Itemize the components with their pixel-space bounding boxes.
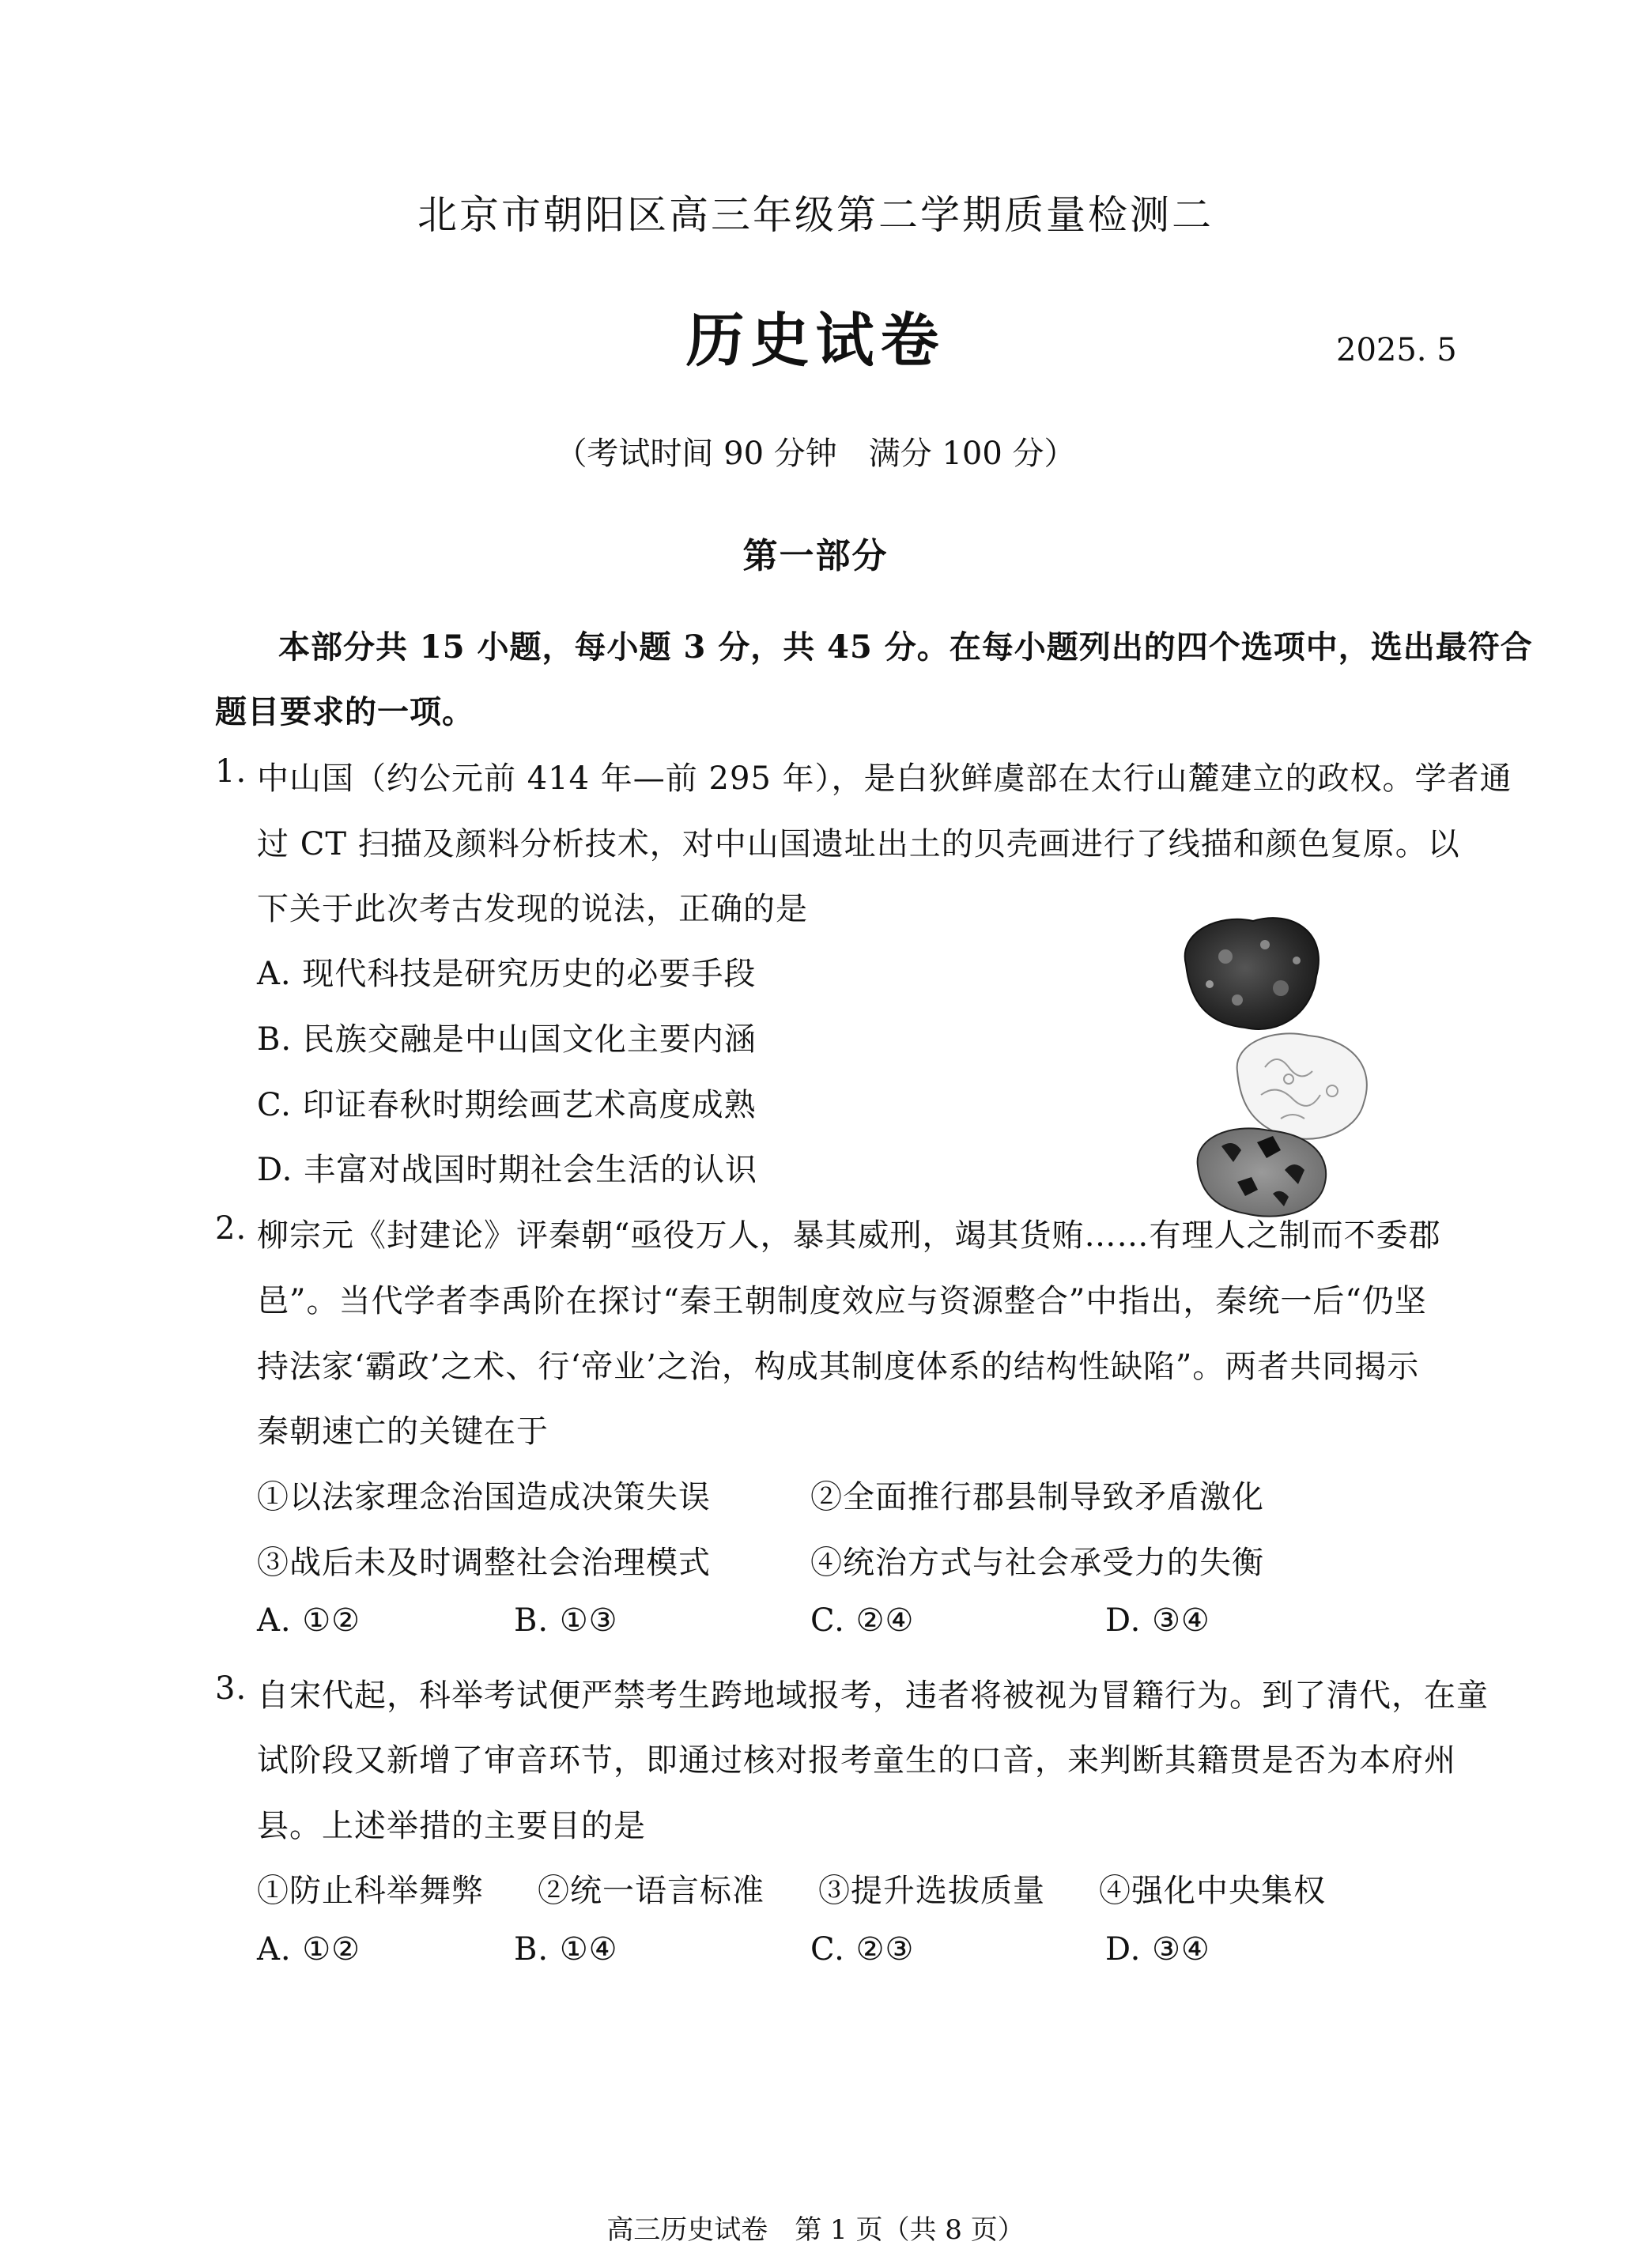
exam-header-title: 北京市朝阳区高三年级第二学期质量检测二 <box>417 192 1214 238</box>
question-3-option-c[interactable]: C. ②③ <box>810 1931 915 1968</box>
question-3-statement-1: ①防止科举舞弊 <box>257 1873 484 1909</box>
question-2-option-c[interactable]: C. ②④ <box>810 1602 915 1639</box>
question-1-line-3: 下关于此次考古发现的说法，正确的是 <box>257 891 808 927</box>
shell-top <box>1185 918 1319 1029</box>
part-title: 第一部分 <box>742 536 889 576</box>
question-2-number: 2. <box>215 1210 247 1247</box>
exam-info: （考试时间 90 分钟 满分 100 分） <box>555 436 1076 472</box>
question-3-option-a[interactable]: A. ①② <box>257 1931 361 1968</box>
question-3-line-3: 县。上述举措的主要目的是 <box>257 1808 646 1844</box>
subject-title: 历史试卷 <box>685 307 946 375</box>
question-3-option-d[interactable]: D. ③④ <box>1105 1931 1210 1968</box>
question-2-option-b[interactable]: B. ①③ <box>514 1602 618 1639</box>
question-2-statement-2: ②全面推行郡县制导致矛盾激化 <box>810 1479 1264 1515</box>
question-1-line-2: 过 CT 扫描及颜料分析技术，对中山国遗址出土的贝壳画进行了线描和颜色复原。以 <box>257 826 1460 862</box>
question-3-statement-2: ②统一语言标准 <box>538 1873 765 1909</box>
question-2-line-1: 柳宗元《封建论》评秦朝“亟役万人，暴其威刑，竭其货贿……有理人之制而不委郡 <box>257 1217 1441 1254</box>
question-2-option-a[interactable]: A. ①② <box>257 1602 361 1639</box>
page-footer: 高三历史试卷 第 1 页（共 8 页） <box>606 2214 1025 2246</box>
question-2-line-3: 持法家‘霸政’之术、行‘帝业’之治，构成其制度体系的结构性缺陷”。两者共同揭示 <box>257 1349 1420 1385</box>
question-3-statement-4: ④强化中央集权 <box>1099 1873 1326 1909</box>
question-1-line-1: 中山国（约公元前 414 年—前 295 年），是白狄鲜虞部在太行山麓建立的政权。学者通 <box>257 760 1512 797</box>
question-3-line-1: 自宋代起，科举考试便严禁考生跨地域报考，违者将被视为冒籍行为。到了清代，在童 <box>257 1677 1489 1714</box>
part-instructions-line-2: 题目要求的一项。 <box>215 693 474 730</box>
question-2-statement-3: ③战后未及时调整社会治理模式 <box>257 1545 711 1581</box>
question-3-line-2: 试阶段又新增了审音环节，即通过核对报考童生的口音，来判断其籍贯是否为本府州 <box>257 1742 1456 1779</box>
question-1-option-a[interactable]: A. 现代科技是研究历史的必要手段 <box>257 956 757 992</box>
question-1-number: 1. <box>215 753 247 790</box>
question-2-line-4: 秦朝速亡的关键在于 <box>257 1413 549 1450</box>
shell-middle-line-drawing <box>1237 1033 1367 1138</box>
shell-bottom <box>1198 1128 1327 1216</box>
part-instructions-line-1: 本部分共 15 小题，每小题 3 分，共 45 分。在每小题列出的四个选项中，选出最符合 <box>278 628 1533 666</box>
question-1-option-b[interactable]: B. 民族交融是中山国文化主要内涵 <box>257 1021 757 1058</box>
question-2-line-2: 邑”。当代学者李禹阶在探讨“秦王朝制度效应与资源整合”中指出，秦统一后“仍坚 <box>257 1283 1427 1319</box>
question-1-option-c[interactable]: C. 印证春秋时期绘画艺术高度成熟 <box>257 1087 757 1123</box>
question-1-option-d[interactable]: D. 丰富对战国时期社会生活的认识 <box>257 1152 758 1188</box>
question-2-statement-4: ④统治方式与社会承受力的失衡 <box>810 1545 1264 1581</box>
question-3-number: 3. <box>215 1670 247 1707</box>
exam-date: 2025. 5 <box>1336 332 1457 368</box>
question-3-statement-3: ③提升选拔质量 <box>818 1873 1045 1909</box>
question-2-option-d[interactable]: D. ③④ <box>1105 1602 1210 1639</box>
question-2-statement-1: ①以法家理念治国造成决策失误 <box>257 1479 711 1515</box>
question-3-option-b[interactable]: B. ①④ <box>514 1931 618 1968</box>
shell-painting-image <box>1162 909 1384 1221</box>
